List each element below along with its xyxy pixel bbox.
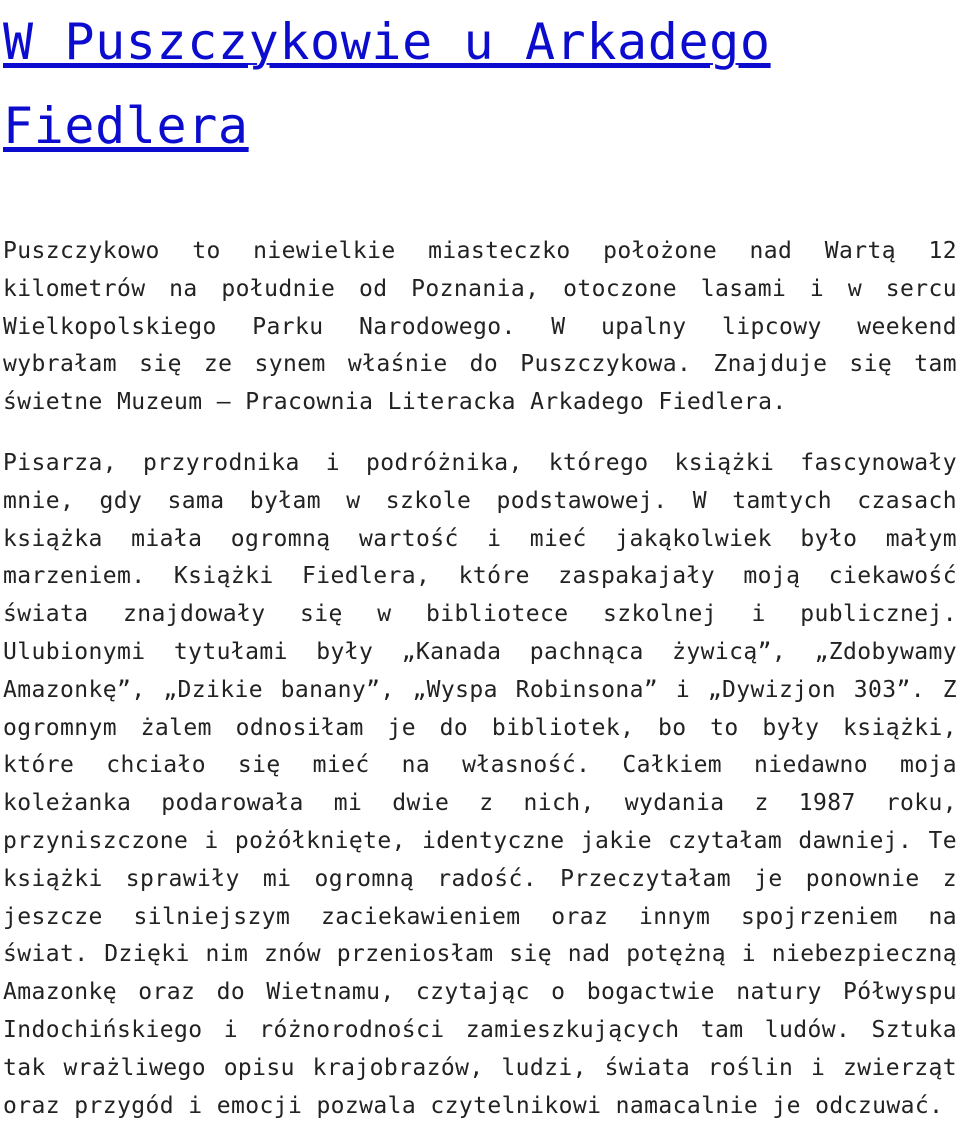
article-title (3, 0, 957, 168)
article-paragraph-intro: Puszczykowo to niewielkie miasteczko położone nad Wartą 12 kilometrów na południe od Poznania, otoczone lasami i w sercu Wielkopolskiego Parku Narodowego. W upalny lipcowy weekend wybrałam się ze synem właśnie do Puszczykowa. Znajduje się tam świetne Muzeum – Pracownia Literacka Arkadego Fiedlera. (3, 238, 957, 416)
article-paragraph-body: Pisarza, przyrodnika i podróżnika, którego książki fascynowały mnie, gdy sama byłam w szkole podstawowej. W tamtych czasach książka miała ogromną wartość i mieć jakąkolwiek było małym marzeniem. Książki Fiedlera, które zaspakajały moją ciekawość świata znajdowały się w bibliotece szkolnej i publicznej. Ulubionymi tytułami były „Kanada pachnąca żywicą”, „Zdobywamy Amazonkę”, „Dzikie banany”, „Wyspa Robinsona” i „Dywizjon 303”. Z ogromnym żalem odnosiłam je do bibliotek, bo to były książki, które chciało się mieć na własność. Całkiem niedawno moja koleżanka podarowała mi dwie z nich, wydania z 1987 roku, przyniszczone i pożółknięte, identyczne jakie czytałam dawniej. Te książki sprawiły mi ogromną radość. Przeczytałam je ponownie z jeszcze silniejszym zaciekawieniem oraz innym spojrzeniem na świat. Dzięki nim znów przeniosłam się nad potężną i niebezpieczną Amazonkę oraz do Wietnamu, czytając o bogactwie natury Półwyspu Indochińskiego i różnorodności zamieszkujących tam ludów. Sztuka tak wrażliwego opisu krajobrazów, ludzi, świata roślin i zwierząt oraz przygód i emocji pozwala czytelnikowi namacalnie je odczuwać. (3, 449, 957, 1119)
article-title-link[interactable]: W Puszczykowie u Arkadego Fiedlera (3, 13, 771, 155)
